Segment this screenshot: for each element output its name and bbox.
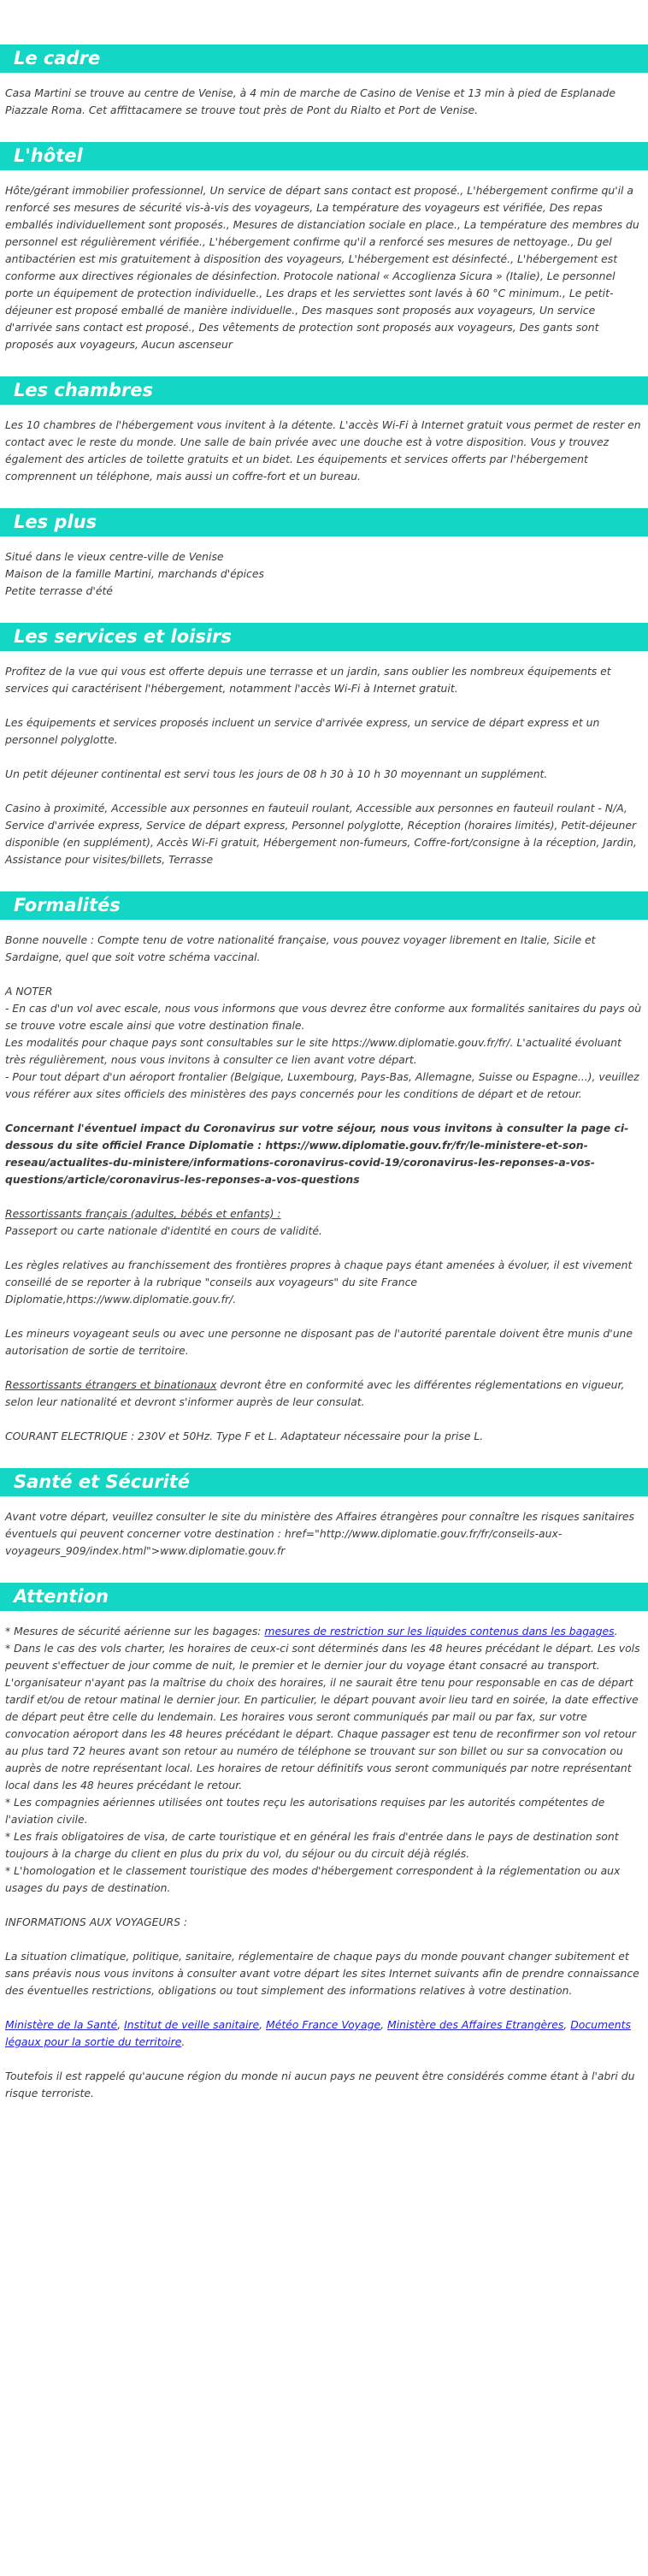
attention-charter: * Dans le cas des vols charter, les horaires de ceux-ci sont déterminés dans les 48 heures précédant le départ. Les vols peuvent s'effectuer de jour comme de nuit, le premier et le dernier jour du voyage étant consacré au transport. L'organisateur n'ayant pas la maîtrise du choix des horaires, il ne saurait être tenu pour responsable en cas de départ tardif et/ou de retour matinal le dernier jour. En particulier, le départ pouvant avoir lieu tard en soirée, la date effective de départ peut être celle du lendemain. Les horaires vous seront communiqués par mail ou par fax, sur votre convocation aéroport dans les 48 heures précédant le départ. Chaque passager est tenu de reconfirmer son vol retour au plus tard 72 heures avant son retour au numéro de téléphone se trouvant sur son billet ou sur sa convocation ou auprès de notre représentant local. Les horaires de retour définitifs vous seront communiqués par notre représentant local dans les 48 heures précédant le retour. — [5, 1642, 640, 1791]
link-documents-legaux[interactable]: Documents légaux pour la sortie du territoire — [5, 2018, 631, 2048]
section-title-services: Les services et loisirs — [0, 623, 648, 651]
section-title-chambres: Les chambres — [0, 376, 648, 405]
attention-final: Toutefois il est rappelé qu'aucune région du monde ni aucun pays ne peuvent être considérés comme étant à l'abri du risque terroriste. — [5, 2070, 635, 2099]
section-title-cadre: Le cadre — [0, 44, 648, 73]
link-affaires-etrangeres[interactable]: Ministère des Affaires Etrangères — [387, 2018, 564, 2031]
formalites-etrangers — [5, 1377, 643, 1411]
formalites-note: - En cas d'un vol avec escale, nous vous informons que vous devrez être conforme aux formalités sanitaires du pays où se trouve votre escale ainsi que votre destination finale. — [5, 1002, 642, 1032]
section-cadre — [0, 44, 648, 119]
section-hotel — [0, 142, 648, 353]
section-sante — [0, 1468, 648, 1560]
section-attention — [0, 1583, 648, 2102]
formalites-note: - Pour tout départ d'un aéroport frontalier (Belgique, Luxembourg, Pays-Bas, Allemagne, Suisse ou Espagne...), veuillez vous référer aux sites officiels des ministères des pays concernés pour les conditions de départ et de retour. — [5, 1070, 639, 1100]
link-separator: , — [380, 2018, 387, 2031]
formalites-courant: COURANT ELECTRIQUE : 230V et 50Hz. Type F et L. Adaptateur nécessaire pour la prise L. — [5, 1430, 484, 1442]
formalites-fr-label: Ressortissants français (adultes, bébés et enfants) : — [5, 1207, 281, 1220]
link-veille-sanitaire[interactable]: Institut de veille sanitaire — [124, 2018, 260, 2031]
section-title-formalites: Formalités — [0, 891, 648, 920]
section-formalites — [0, 891, 648, 1445]
link-meteo-france[interactable]: Météo France Voyage — [266, 2018, 381, 2031]
services-paragraph: Les équipements et services proposés incluent un service d'arrivée express, un service de départ express et un personnel polyglotte. — [5, 716, 600, 746]
section-chambres — [0, 376, 648, 485]
plus-line: Maison de la famille Martini, marchands d'épices — [5, 567, 264, 580]
services-paragraph: Profitez de la vue qui vous est offerte depuis une terrasse et un jardin, sans oublier les nombreux équipements et services qui caractérisent l'hébergement, notamment l'accès Wi-Fi à Internet gratuit. — [5, 665, 611, 695]
formalites-coronavirus: Concernant l'éventuel impact du Coronavirus sur votre séjour, nous vous invitons à consulter la page ci-dessous du site officiel France Diplomatie : https://www.diplomatie.gouv.fr/fr/le-ministere-et-son-reseau/actualites-du-ministere/informations-coronavirus-covid-19/coronavirus-les-reponses-a-vos-questions/article/coronavirus-les-reponses-a-vos-questions — [5, 1122, 629, 1186]
link-separator: , — [259, 2018, 266, 2031]
link-end: . — [181, 2035, 186, 2048]
attention-compagnies: * Les compagnies aériennes utilisées ont toutes reçu les autorisations requises par les autorités compétentes de l'aviation civile. — [5, 1796, 605, 1826]
attention-links — [5, 2016, 643, 2051]
services-paragraph: Un petit déjeuner continental est servi tous les jours de 08 h 30 à 10 h 30 moyennant un supplément. — [5, 767, 548, 780]
hotel-text: Hôte/gérant immobilier professionnel, Un service de départ sans contact est proposé., L'hébergement confirme qu'il a renforcé ses mesures de sécurité vis-à-vis des voyageurs, La température des voyageurs est vérifiée, Des repas emballés individuellement sont proposés., Mesures de distanciation sociale en place., La température des membres du personnel est régulièrement vérifiée., L'hébergement confirme qu'il a renforcé ses mesures de nettoyage., Du gel antibactérien est mis gratuitement à disposition des voyageurs, L'hébergement est désinfecté., L'hébergement est conforme aux directives régionales de désinfection. Protocole national « Accoglienza Sicura » (Italie), Le personnel porte un équipement de protection individuelle., Les draps et les serviettes sont lavés à 60 °C minimum., Le petit-déjeuner est proposé emballé de manière individuelle., Des masques sont proposés aux voyageurs, Un service d'arrivée sans contact est proposé., Des vêtements de protection sont proposés aux voyageurs, Des gants sont proposés aux voyageurs, Aucun ascenseur — [5, 184, 639, 351]
attention-bagages-suffix: . — [614, 1625, 618, 1637]
formalites-a-noter: A NOTER — [5, 985, 53, 998]
link-separator: , — [563, 2018, 571, 2031]
formalites-fr-text: Passeport ou carte nationale d'identité en cours de validité. — [5, 1224, 322, 1237]
link-ministere-sante[interactable]: Ministère de la Santé — [5, 2018, 118, 2031]
formalites-mineurs: Les mineurs voyageant seuls ou avec une personne ne disposant pas de l'autorité parentale doivent être munis d'une autorisation de sortie de territoire. — [5, 1327, 633, 1357]
formalites-etr-label: Ressortissants étrangers et binationaux — [5, 1378, 217, 1391]
formalites-etr-text: devront être en conformité avec les différentes réglementations en vigueur, selon leur nationalité et devront s'informer auprès de leur consulat. — [5, 1378, 625, 1408]
section-services — [0, 623, 648, 868]
liquides-restriction-link[interactable]: mesures de restriction sur les liquides contenus dans les bagages — [264, 1625, 615, 1637]
formalites-intro: Bonne nouvelle : Compte tenu de votre nationalité française, vous pouvez voyager librement en Italie, Sicile et Sardaigne, quel que soit votre schéma vaccinal. — [5, 933, 596, 963]
section-plus — [0, 508, 648, 600]
attention-info-text: La situation climatique, politique, sanitaire, réglementaire de chaque pays du monde pouvant changer subitement et sans préavis nous vous invitons à consulter avant votre départ les sites Internet suivants afin de prendre connaissance des éventuelles restrictions, obligations ou tout simplement des informations relatives à votre destination. — [5, 1950, 639, 1997]
plus-line: Situé dans le vieux centre-ville de Venise — [5, 550, 224, 563]
chambres-text: Les 10 chambres de l'hébergement vous invitent à la détente. L'accès Wi-Fi à Internet gratuit vous permet de rester en contact avec le reste du monde. Une salle de bain privée avec une douche est à votre disposition. Vous y trouvez également des articles de toilette gratuits et un bidet. Les équipements et services offerts par l'hébergement comprennent un téléphone, mais aussi un coffre-fort et un bureau. — [5, 418, 641, 483]
sante-text: Avant votre départ, veuillez consulter le site du ministère des Affaires étrangères pour connaître les risques sanitaires éventuels qui peuvent concerner votre destination : href="http://www.diplomatie.gouv.fr/fr/conseils-aux-voyageurs_909/index.html">www.diplomatie.gouv.fr — [5, 1510, 634, 1557]
section-title-sante: Santé et Sécurité — [0, 1468, 648, 1496]
attention-bagages-prefix: * Mesures de sécurité aérienne sur les bagages: — [5, 1625, 265, 1637]
attention-info-title: INFORMATIONS AUX VOYAGEURS : — [5, 1916, 188, 1928]
formalites-regles: Les règles relatives au franchissement des frontières propres à chaque pays étant amenées à évoluer, il est vivement conseillé de se reporter à la rubrique "conseils aux voyageurs" du site France Diplomatie,https://www.diplomatie.gouv.fr/. — [5, 1258, 633, 1306]
cadre-text: Casa Martini se trouve au centre de Venise, à 4 min de marche de Casino de Venise et 13 min à pied de Esplanade Piazzale Roma. Cet affittacamere se trouve tout près de Pont du Rialto et Port de Venise. — [5, 86, 616, 116]
link-separator: , — [117, 2018, 125, 2031]
formalites-note: Les modalités pour chaque pays sont consultables sur le site https://www.diplomatie.gouv.fr/fr/. L'actualité évoluant très régulièrement, nous vous invitons à consulter ce lien avant votre départ. — [5, 1036, 621, 1066]
services-paragraph: Casino à proximité, Accessible aux personnes en fauteuil roulant, Accessible aux personnes en fauteuil roulant - N/A, Service d'arrivée express, Service de départ express, Personnel polyglotte, Réception (horaires limités), Petit-déjeuner disponible (en supplément), Accès Wi-Fi gratuit, Hébergement non-fumeurs, Coffre-fort/consigne à la réception, Jardin, Assistance pour visites/billets, Terrasse — [5, 802, 637, 866]
attention-homologation: * L'homologation et le classement touristique des modes d'hébergement correspondent à la réglementation ou aux usages du pays de destination. — [5, 1864, 621, 1894]
attention-bagages — [5, 1623, 643, 1640]
plus-line: Petite terrasse d'été — [5, 584, 113, 597]
section-title-hotel: L'hôtel — [0, 142, 648, 170]
section-title-attention: Attention — [0, 1583, 648, 1611]
section-title-plus: Les plus — [0, 508, 648, 536]
attention-frais: * Les frais obligatoires de visa, de carte touristique et en général les frais d'entrée dans le pays de destination sont toujours à la charge du client en plus du prix du vol, du séjour ou du circuit déjà réglés. — [5, 1830, 619, 1860]
